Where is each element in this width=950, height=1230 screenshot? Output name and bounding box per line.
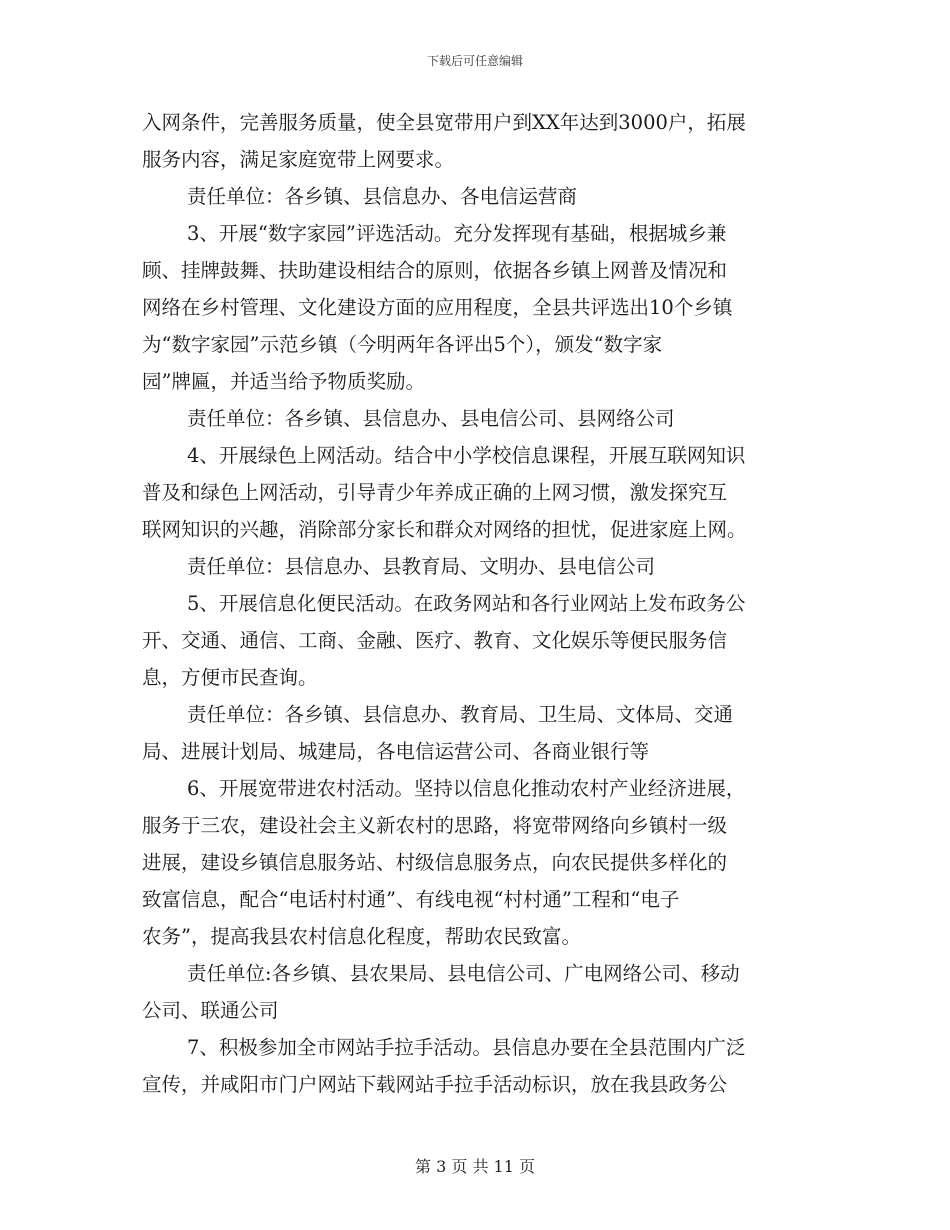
- text-line: 为“数字家园”示范乡镇（今明两年各评出5个），颁发“数字家: [142, 333, 663, 356]
- page-number-footer: 第 3 页 共 11 页: [415, 1157, 535, 1176]
- text-line: 普及和绿色上网活动，引导青少年养成正确的上网习惯，激发探究互: [142, 481, 728, 504]
- responsible-unit-line: 责任单位：各乡镇、县信息办、教育局、卫生局、文体局、交通: [187, 703, 734, 726]
- item-heading-line: 5、开展信息化便民活动。在政务网站和各行业网站上发布政务公: [187, 592, 746, 615]
- responsible-unit-line: 责任单位：各乡镇、县信息办、各电信运营商: [187, 185, 578, 208]
- responsible-unit-line: 责任单位：各乡镇、县信息办、县电信公司、县网络公司: [187, 407, 675, 430]
- text-line: 入网条件，完善服务质量，使全县宽带用户到XX年达到3000户，拓展: [142, 111, 746, 134]
- text-line: 进展，建设乡镇信息服务站、村级信息服务点，向农民提供多样化的: [142, 851, 728, 874]
- text-line: 联网知识的兴趣，消除部分家长和群众对网络的担忧，促进家庭上网。: [142, 518, 747, 541]
- responsible-unit-line: 责任单位:各乡镇、县农果局、县电信公司、广电网络公司、移动: [187, 962, 740, 985]
- text-line: 息，方便市民查询。: [142, 666, 318, 689]
- item-heading-line: 6、开展宽带进农村活动。坚持以信息化推动农村产业经济进展，: [187, 777, 746, 800]
- item-heading-line: 4、开展绿色上网活动。结合中小学校信息课程，开展互联网知识: [187, 444, 746, 467]
- text-line: 公司、联通公司: [142, 999, 279, 1022]
- text-line: 开、交通、通信、工商、金融、医疗、教育、文化娱乐等便民服务信: [142, 629, 728, 652]
- responsible-unit-line: 责任单位：县信息办、县教育局、文明办、县电信公司: [187, 555, 656, 578]
- text-line: 服务于三农，建设社会主义新农村的思路，将宽带网络向乡镇村一级: [142, 814, 728, 837]
- item-heading-line: 3、开展“数字家园”评选活动。充分发挥现有基础，根据城乡兼: [187, 222, 727, 245]
- text-line: 农务”，提高我县农村信息化程度，帮助农民致富。: [142, 925, 581, 948]
- page-header: 下载后可任意编辑: [426, 54, 523, 68]
- text-line: 服务内容，满足家庭宽带上网要求。: [142, 148, 455, 171]
- item-heading-line: 7、积极参加全市网站手拉手活动。县信息办要在全县范围内广泛: [187, 1036, 746, 1059]
- document-body: [142, 104, 808, 1103]
- text-line: 致富信息，配合“电话村村通”、有线电视“村村通”工程和“电子: [142, 888, 680, 911]
- text-line: 顾、挂牌鼓舞、扶助建设相结合的原则，依据各乡镇上网普及情况和: [142, 259, 728, 282]
- text-line: 宣传，并咸阳市门户网站下载网站手拉手活动标识，放在我县政务公: [142, 1073, 728, 1096]
- text-line: 局、进展计划局、城建局，各电信运营公司、各商业银行等: [142, 740, 650, 763]
- text-line: 网络在乡村管理、文化建设方面的应用程度，全县共评选出10个乡镇: [142, 296, 733, 319]
- text-line: 园”牌匾，并适当给予物质奖励。: [142, 370, 425, 393]
